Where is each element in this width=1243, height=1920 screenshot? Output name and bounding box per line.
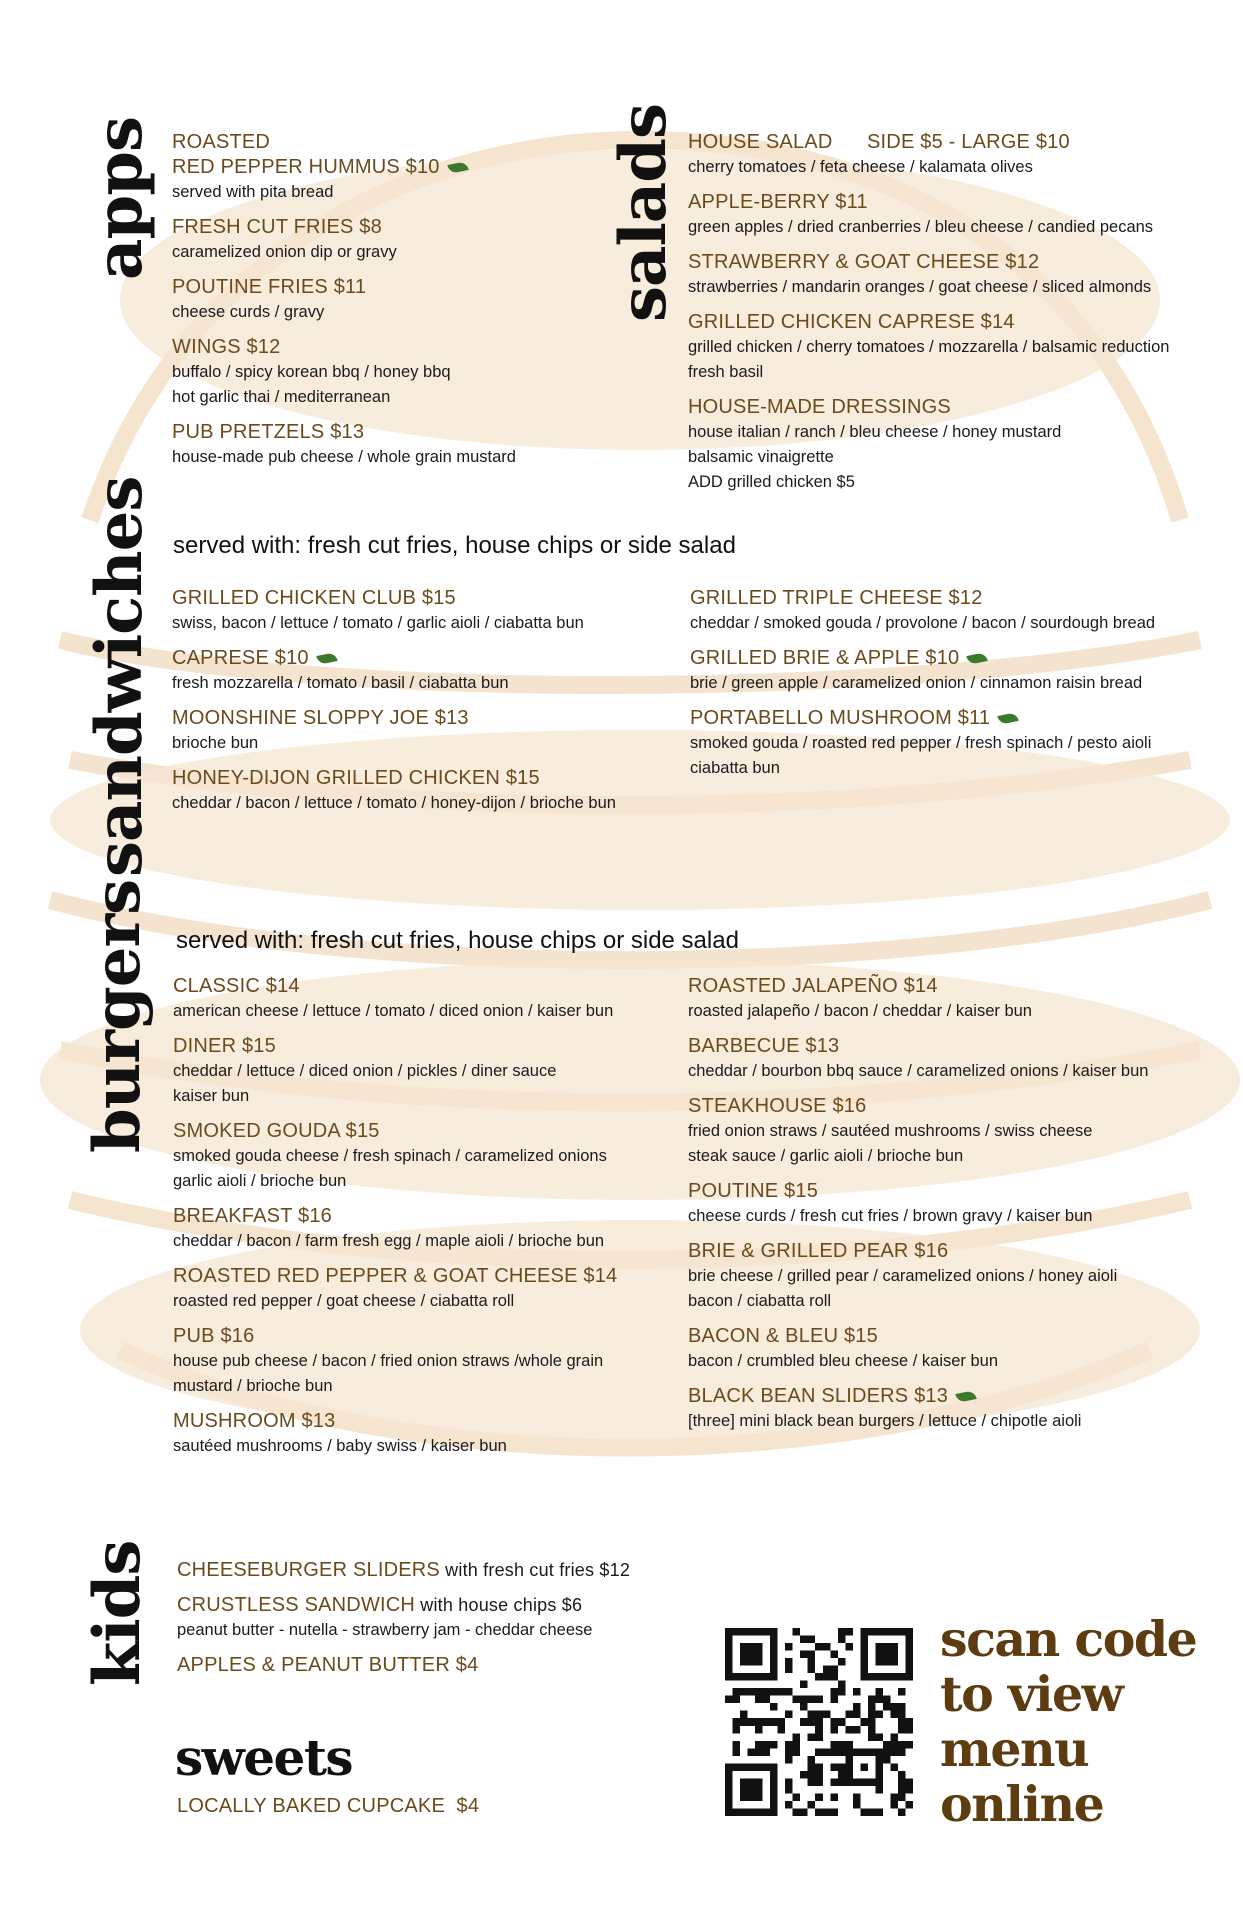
menu-item bbox=[172, 646, 672, 696]
menu-item-description: cheddar / bacon / lettuce / tomato / honey-dijon / brioche bun bbox=[172, 794, 616, 812]
menu-item bbox=[173, 1119, 673, 1194]
menu-item-name: HOUSE-MADE DRESSINGS bbox=[688, 396, 951, 418]
menu-item bbox=[688, 974, 1208, 1024]
menu-item bbox=[173, 1034, 673, 1109]
burgers-list-left bbox=[173, 974, 673, 1469]
menu-item bbox=[177, 1653, 677, 1678]
section-label-burgers: burgers bbox=[80, 879, 155, 1153]
scan-code-text: scan code to view menu online bbox=[940, 1610, 1197, 1833]
menu-item bbox=[172, 275, 602, 325]
menu-item-name: STEAKHOUSE $16 bbox=[688, 1095, 867, 1117]
menu-item-name: GRILLED BRIE & APPLE $10 bbox=[690, 646, 1210, 671]
menu-item bbox=[688, 1384, 1208, 1434]
menu-item-name: BARBECUE $13 bbox=[688, 1035, 840, 1057]
burgers-list-right bbox=[688, 974, 1208, 1444]
sandwiches-served-with: served with: fresh cut fries, house chips or side salad bbox=[173, 532, 736, 559]
menu-item-description: american cheese / lettuce / tomato / diced onion / kaiser bun bbox=[173, 1002, 614, 1020]
menu-item-description: cheddar / bourbon bbq sauce / caramelized onions / kaiser bun bbox=[688, 1062, 1149, 1080]
burgers-served-with: served with: fresh cut fries, house chips or side salad bbox=[176, 927, 739, 954]
menu-item bbox=[172, 766, 672, 816]
menu-item bbox=[173, 974, 673, 1024]
menu-item bbox=[688, 1179, 1208, 1229]
menu-item bbox=[177, 1558, 677, 1583]
menu-item-description: cheese curds / gravy bbox=[172, 303, 325, 321]
menu-item-name: ROASTED RED PEPPER & GOAT CHEESE $14 bbox=[173, 1265, 618, 1287]
section-label-sandwiches: sandwiches bbox=[82, 476, 157, 877]
menu-item-description: smoked gouda cheese / fresh spinach / caramelized onions garlic aioli / brioche bun bbox=[173, 1147, 607, 1190]
menu-item-description: brie / green apple / caramelized onion / cinnamon raisin bread bbox=[690, 674, 1143, 692]
menu-item-description: house-made pub cheese / whole grain mustard bbox=[172, 448, 516, 466]
section-label-sweets: sweets bbox=[175, 1728, 353, 1787]
menu-item-name: BLACK BEAN SLIDERS $13 bbox=[688, 1384, 1208, 1409]
menu-item-description: fried onion straws / sautéed mushrooms / swiss cheese steak sauce / garlic aioli / brioche bun bbox=[688, 1122, 1093, 1165]
menu-item-name: LOCALLY BAKED CUPCAKE $4 bbox=[177, 1795, 480, 1817]
menu-item bbox=[688, 1094, 1208, 1169]
menu-item-name: CAPRESE $10 bbox=[172, 646, 672, 671]
menu-item bbox=[173, 1324, 673, 1399]
menu-item-name: CRUSTLESS SANDWICH with house chips $6 bbox=[177, 1594, 583, 1616]
menu-item-description: [three] mini black bean burgers / lettuce / chipotle aioli bbox=[688, 1412, 1082, 1430]
section-label-apps: apps bbox=[82, 117, 157, 280]
menu-item-description: house pub cheese / bacon / fried onion straws /whole grain mustard / brioche bun bbox=[173, 1352, 604, 1395]
menu-item bbox=[177, 1593, 677, 1643]
menu-item-name: CLASSIC $14 bbox=[173, 975, 300, 997]
section-label-kids: kids bbox=[80, 1540, 155, 1686]
menu-item-name: BACON & BLEU $15 bbox=[688, 1325, 878, 1347]
menu-item-description: fresh mozzarella / tomato / basil / ciabatta bun bbox=[172, 674, 509, 692]
menu-item bbox=[690, 646, 1210, 696]
menu-item bbox=[173, 1409, 673, 1459]
menu-item bbox=[173, 1204, 673, 1254]
menu-item-description: served with pita bread bbox=[172, 183, 334, 201]
menu-item-description: bacon / crumbled bleu cheese / kaiser bun bbox=[688, 1352, 999, 1370]
menu-item-description: cheese curds / fresh cut fries / brown gravy / kaiser bun bbox=[688, 1207, 1093, 1225]
menu-item-description: swiss, bacon / lettuce / tomato / garlic aioli / ciabatta bun bbox=[172, 614, 584, 632]
menu-item-name: PORTABELLO MUSHROOM $11 bbox=[690, 706, 1210, 731]
menu-item bbox=[172, 335, 602, 410]
menu-item-description: grilled chicken / cherry tomatoes / mozzarella / balsamic reduction fresh basil bbox=[688, 338, 1170, 381]
menu-item-description: brie cheese / grilled pear / caramelized onions / honey aioli bacon / ciabatta roll bbox=[688, 1267, 1118, 1310]
menu-item-description: strawberries / mandarin oranges / goat cheese / sliced almonds bbox=[688, 278, 1152, 296]
menu-item-name: GRILLED CHICKEN CAPRESE $14 bbox=[688, 311, 1015, 333]
menu-item-name: PUB PRETZELS $13 bbox=[172, 421, 365, 443]
menu-item-description: caramelized onion dip or gravy bbox=[172, 243, 397, 261]
menu-item-description: roasted red pepper / goat cheese / ciabatta roll bbox=[173, 1292, 515, 1310]
menu-item bbox=[172, 586, 672, 636]
menu-item bbox=[172, 215, 602, 265]
menu-item bbox=[688, 130, 1208, 180]
sandwiches-list-right bbox=[690, 586, 1210, 791]
salads-list bbox=[688, 130, 1208, 505]
menu-item-description: cheddar / smoked gouda / provolone / bacon / sourdough bread bbox=[690, 614, 1156, 632]
menu-item-name: APPLE-BERRY $11 bbox=[688, 191, 868, 213]
menu-item-description: green apples / dried cranberries / bleu cheese / candied pecans bbox=[688, 218, 1154, 236]
menu-item-name: HOUSE SALAD SIDE $5 - LARGE $10 bbox=[688, 131, 1070, 153]
menu-item bbox=[688, 395, 1208, 495]
menu-item-description: roasted jalapeño / bacon / cheddar / kaiser bun bbox=[688, 1002, 1032, 1020]
menu-item bbox=[688, 1034, 1208, 1084]
menu-item-name: ROASTED RED PEPPER HUMMUS $10 bbox=[172, 130, 602, 180]
menu-item bbox=[172, 706, 672, 756]
menu-item bbox=[688, 250, 1208, 300]
menu-item-description: buffalo / spicy korean bbq / honey bbq hot garlic thai / mediterranean bbox=[172, 363, 451, 406]
menu-item-description: cheddar / bacon / farm fresh egg / maple aioli / brioche bun bbox=[173, 1232, 605, 1250]
kids-list bbox=[177, 1558, 677, 1688]
menu-item-name: HONEY-DIJON GRILLED CHICKEN $15 bbox=[172, 767, 540, 789]
menu-item-name: APPLES & PEANUT BUTTER $4 bbox=[177, 1654, 479, 1676]
menu-item-name: BREAKFAST $16 bbox=[173, 1205, 332, 1227]
menu-item-name: PUB $16 bbox=[173, 1325, 255, 1347]
section-label-salads: salads bbox=[606, 103, 681, 322]
apps-list bbox=[172, 130, 602, 480]
menu-item-name: POUTINE FRIES $11 bbox=[172, 276, 367, 298]
menu-item bbox=[688, 310, 1208, 385]
menu-item-description: cherry tomatoes / feta cheese / kalamata olives bbox=[688, 158, 1033, 176]
menu-item-description: house italian / ranch / bleu cheese / honey mustard balsamic vinaigrette ADD grilled chicken $5 bbox=[688, 423, 1062, 491]
menu-item-name: GRILLED CHICKEN CLUB $15 bbox=[172, 587, 456, 609]
menu-item-name: SMOKED GOUDA $15 bbox=[173, 1120, 380, 1142]
menu-item-description: smoked gouda / roasted red pepper / fresh spinach / pesto aioli ciabatta bun bbox=[690, 734, 1152, 777]
menu-item-name: MUSHROOM $13 bbox=[173, 1410, 336, 1432]
menu-item-name: FRESH CUT FRIES $8 bbox=[172, 216, 382, 238]
leaf-icon bbox=[998, 712, 1019, 725]
menu-item-name: WINGS $12 bbox=[172, 336, 281, 358]
menu-item-name: GRILLED TRIPLE CHEESE $12 bbox=[690, 587, 983, 609]
qr-code-icon[interactable] bbox=[725, 1628, 913, 1816]
menu-item bbox=[177, 1794, 677, 1819]
menu-item-name: MOONSHINE SLOPPY JOE $13 bbox=[172, 707, 469, 729]
menu-item bbox=[173, 1264, 673, 1314]
menu-item-inline-desc: with house chips $6 bbox=[415, 1595, 583, 1615]
menu-item bbox=[172, 130, 602, 205]
menu-item bbox=[690, 706, 1210, 781]
menu-item-description: cheddar / lettuce / diced onion / pickles / diner sauce kaiser bun bbox=[173, 1062, 557, 1105]
menu-item bbox=[688, 1239, 1208, 1314]
menu-item-name: ROASTED JALAPEÑO $14 bbox=[688, 975, 938, 997]
menu-item-description: brioche bun bbox=[172, 734, 259, 752]
menu-item bbox=[688, 190, 1208, 240]
sandwiches-list-left bbox=[172, 586, 672, 826]
leaf-icon bbox=[955, 1390, 976, 1403]
leaf-icon bbox=[316, 652, 337, 665]
menu-item-name: STRAWBERRY & GOAT CHEESE $12 bbox=[688, 251, 1040, 273]
menu-item-description: peanut butter - nutella - strawberry jam - cheddar cheese bbox=[177, 1621, 593, 1639]
menu-item-name: POUTINE $15 bbox=[688, 1180, 819, 1202]
menu-item-name: BRIE & GRILLED PEAR $16 bbox=[688, 1240, 949, 1262]
leaf-icon bbox=[447, 161, 468, 174]
leaf-icon bbox=[967, 652, 988, 665]
menu-item bbox=[172, 420, 602, 470]
menu-item-description: sautéed mushrooms / baby swiss / kaiser bun bbox=[173, 1437, 507, 1455]
sweets-list bbox=[177, 1794, 677, 1829]
menu-item bbox=[690, 586, 1210, 636]
menu-item-name: DINER $15 bbox=[173, 1035, 276, 1057]
menu-item bbox=[688, 1324, 1208, 1374]
menu-item-name: CHEESEBURGER SLIDERS with fresh cut fries $12 bbox=[177, 1559, 631, 1581]
menu-item-inline-desc: with fresh cut fries $12 bbox=[439, 1560, 631, 1580]
